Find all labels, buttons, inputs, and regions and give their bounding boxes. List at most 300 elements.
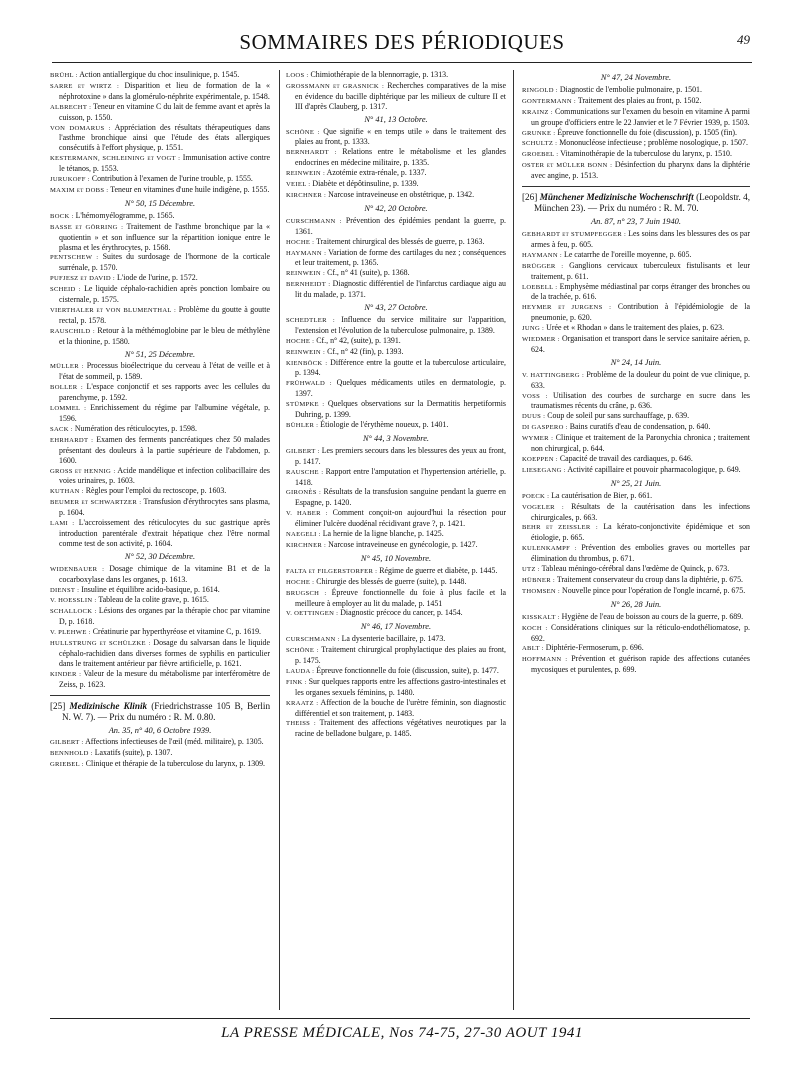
- article-entry: [286, 81, 506, 112]
- article-title: Cf., n° 42, (suite), p. 1391.: [316, 335, 401, 345]
- article-author: VON DOMARUS :: [50, 124, 111, 132]
- article-author: KRAATZ :: [286, 699, 319, 707]
- article-title: Les premiers secours dans les blessures des yeux au front, p. 1417.: [295, 445, 506, 466]
- page-header: [52, 30, 752, 52]
- article-entry: [286, 666, 506, 677]
- article-title: Cf., n° 42 (fin), p. 1393.: [327, 346, 404, 356]
- article-author: SCHÖNE :: [286, 647, 319, 655]
- article-entry: [50, 627, 270, 638]
- article-title: Quelques médicaments utiles en dermatologie, p. 1397.: [295, 378, 506, 399]
- article-author: FINK :: [286, 678, 307, 686]
- article-entry: [50, 382, 270, 403]
- article-author: GEBHARDT et STUMPFEGGER :: [522, 230, 627, 238]
- article-title: Retour à la méthémoglobine par le bleu de méthylène et la thionine, p. 1580.: [59, 325, 270, 346]
- issue-heading: N° 25, 21 Juin.: [610, 478, 662, 488]
- article-entry: [50, 81, 270, 102]
- article-author: BERNHARDT :: [286, 149, 337, 157]
- article-author: GROSSMANN et GRASNICK :: [286, 82, 385, 90]
- column-middle: [286, 70, 506, 1010]
- article-entry: [522, 370, 750, 391]
- article-title: Comment conçoit-on aujourd'hui la résection pour éliminer l'ulcère duodénal récidivant grave ?, p. 1421.: [295, 508, 506, 529]
- article-title: L'accroissement des réticulocytes du suc gastrique après introduction parentérale d'extrait hépatique chez l'être normal comme test de son activité, p. 1604.: [59, 518, 270, 548]
- article-author: UTZ :: [522, 566, 540, 574]
- article-entry: [50, 70, 270, 81]
- article-entry: [50, 252, 270, 273]
- journal-name: Münchener Medizinische Wochenschrift: [539, 192, 694, 203]
- article-author: MAXIM et DOBS :: [50, 186, 109, 194]
- article-entry: [286, 399, 506, 420]
- article-entry: [286, 358, 506, 379]
- article-title: Activité capillaire et pouvoir pharmacologique, p. 649.: [567, 464, 741, 474]
- issue-heading: N° 47, 24 Novembre.: [600, 73, 672, 82]
- article-entry: [50, 585, 270, 596]
- article-entry: [522, 502, 750, 523]
- article-author: THEISS :: [286, 720, 317, 728]
- article-title: La dysenterie bacillaire, p. 1473.: [341, 634, 446, 644]
- article-author: GONTERMANN :: [522, 97, 576, 105]
- issue-heading: N° 52, 30 Décembre.: [124, 551, 196, 561]
- article-title: Prévention des épidémies pendant la guerre, p. 1361.: [295, 215, 506, 236]
- article-author: MÜLLER :: [50, 363, 84, 371]
- article-title: Clinique et thérapie de la tuberculose du larynx, p. 1309.: [85, 759, 266, 769]
- article-title: Hygiène de l'eau de boisson au cours de la guerre, p. 689.: [561, 611, 744, 621]
- article-title: Dosage du salvarsan dans le liquide céphalo-rachidien dans diverses formes de syphilis en particulier dans le traitement antérieur par fièvre artificielle, p. 1621.: [59, 638, 270, 668]
- issue-heading: N° 26, 28 Juin.: [610, 599, 662, 609]
- article-author: JUNG :: [522, 325, 545, 333]
- article-author: FRÜHWALD :: [286, 380, 332, 388]
- article-entry: [286, 608, 506, 619]
- article-author: HOCHE :: [286, 578, 315, 586]
- issue-heading: An. 87, n° 23, 7 Juin 1940.: [591, 217, 681, 227]
- article-author: KIRCHNER :: [286, 541, 327, 549]
- article-entry: [286, 336, 506, 347]
- article-title: Valeur de la mesure du métabolisme par interféromètre de Zeiss, p. 1623.: [59, 668, 270, 689]
- article-entry: [286, 634, 506, 645]
- article-entry: [522, 160, 750, 181]
- article-title: Traitement des affections végétatives neurotiques par la racine de belladone bulgare, p. 1485.: [295, 718, 506, 739]
- issue-heading: N° 43, 27 Octobre.: [364, 303, 428, 313]
- article-author: LAUDA :: [286, 667, 315, 675]
- article-entry: [522, 250, 750, 261]
- article-author: KIENBÖCK :: [286, 359, 328, 367]
- article-entry: [50, 222, 270, 253]
- article-entry: [522, 334, 750, 355]
- article-entry: [522, 128, 750, 139]
- article-title: Tableau méningo-cérébral dans l'œdème de Quinck, p. 673.: [541, 564, 730, 574]
- article-title: Affections infectieuses de l'œil (méd. militaire), p. 1305.: [85, 737, 264, 747]
- article-entry: [50, 595, 270, 606]
- article-entry: [50, 403, 270, 424]
- article-title: Diagnostic précoce du cancer, p. 1454.: [340, 608, 463, 618]
- issue-heading: N° 45, 10 Novembre.: [360, 553, 432, 563]
- article-entry: [50, 153, 270, 174]
- article-entry: [286, 268, 506, 279]
- article-author: ABLT :: [522, 645, 544, 653]
- article-entry: [50, 435, 270, 466]
- article-author: KRAINZ :: [522, 108, 553, 116]
- header-rule: [52, 62, 752, 63]
- article-title: Ganglions cervicaux tuberculeux fistulisants et leur traitement, p. 611.: [531, 260, 750, 281]
- article-author: VOGELER :: [522, 503, 565, 511]
- article-author: CURSCHMANN :: [286, 217, 342, 225]
- article-title: Vitaminothérapie de la tuberculose du larynx, p. 1510.: [560, 149, 732, 159]
- article-title: Problème du goutte à goutte rectal, p. 1578.: [59, 304, 270, 325]
- article-entry: [50, 669, 270, 690]
- article-author: KOEPPEN :: [522, 456, 558, 463]
- article-title: Coup de soleil pur sans surchauffage, p. 639.: [547, 411, 690, 421]
- article-entry: [286, 237, 506, 248]
- article-entry: [522, 433, 750, 454]
- article-author: LOEBELL :: [522, 283, 558, 291]
- article-title: Le liquide céphalo-rachidien après ponction lombaire ou cisternale, p. 1575.: [59, 284, 270, 305]
- article-entry: [286, 216, 506, 237]
- article-author: VEIEL :: [286, 181, 311, 189]
- article-title: Diagnostic différentiel de l'infarctus cardiaque aigu au lit du malade, p. 1371.: [295, 279, 506, 300]
- article-title: Disparition et lieu de formation de la « néphrotoxine » dans la glomérulo-néphrite expérimentale, p. 1548.: [59, 80, 270, 101]
- article-title: Emphysème médiastinal par corps étranger des bronches ou de la trachée, p. 616.: [531, 281, 750, 302]
- article-title: Considérations cliniques sur la réticulo-endothéliomatose, p. 692.: [531, 622, 750, 643]
- article-author: BOCK :: [50, 212, 74, 220]
- article-author: PENTSCHEW :: [50, 254, 99, 262]
- article-author: WYMER :: [522, 435, 554, 443]
- article-entry: [50, 497, 270, 518]
- article-author: HÜBNER :: [522, 576, 555, 584]
- article-title: Lésions des organes par la thérapie choc par vitamine D, p. 1618.: [59, 606, 270, 627]
- article-title: Résultats de la transfusion sanguine pendant la guerre en Espagne, p. 1420.: [295, 487, 506, 508]
- article-title: La hernie de la ligne blanche, p. 1425.: [322, 529, 444, 539]
- journal-number: [26]: [522, 192, 538, 203]
- article-author: CURSCHMANN :: [286, 636, 340, 644]
- article-entry: [286, 540, 506, 551]
- article-entry: [286, 529, 506, 540]
- article-author: KINDER :: [50, 670, 82, 678]
- article-author: BERNHEIDT :: [286, 281, 331, 289]
- article-author: DIENST :: [50, 586, 80, 594]
- section-title: SOMMAIRES DES PÉRIODIQUES: [239, 30, 565, 54]
- footer-rule: [50, 1018, 750, 1019]
- article-entry: [522, 85, 750, 96]
- article-title: Organisation et transport dans le service sanitaire aérien, p. 624.: [531, 334, 750, 354]
- article-entry: [522, 302, 750, 323]
- article-title: L'hémomyélogramme, p. 1565.: [75, 210, 175, 220]
- article-title: Teneur en vitamines d'une huile indigène, p. 1555.: [110, 184, 270, 194]
- article-author: GROSS et HENNIG :: [50, 467, 116, 475]
- article-entry: [522, 543, 750, 564]
- article-entry: [286, 147, 506, 168]
- article-title: Créatinurie par hyperthyréose et vitamine C, p. 1619.: [92, 627, 262, 637]
- article-title: Rapport entre l'amputation et l'hypertension artérielle, p. 1418.: [295, 466, 506, 487]
- article-author: SCHULTZ :: [522, 140, 558, 148]
- article-title: La kérato-conjonctivite épidémique et son étiologie, p. 665.: [531, 522, 750, 543]
- article-title: Épreuve fonctionnelle du foie (discussion), p. 1505 (fin).: [557, 127, 738, 137]
- article-author: RAUSCHILD :: [50, 327, 95, 335]
- article-author: REINWEIN :: [286, 348, 326, 356]
- article-entry: [50, 638, 270, 669]
- article-entry: [286, 70, 506, 81]
- article-entry: [286, 718, 506, 739]
- article-entry: [286, 378, 506, 399]
- article-author: NAEGELI :: [286, 531, 321, 539]
- article-title: Prévention des embolies graves ou mortelles par élimination du thrombus, p. 671.: [531, 543, 750, 564]
- article-title: Narcose intraveineuse en gynécologie, p. 1427.: [328, 539, 478, 549]
- article-title: Teneur en vitamine C du lait de femme avant et après la cuisson, p. 1550.: [59, 101, 270, 122]
- article-entry: [286, 279, 506, 300]
- article-author: HOCHE :: [286, 337, 315, 345]
- article-title: Nouvelle pince pour l'opération de l'ongle incarné, p. 675.: [562, 585, 746, 595]
- article-author: GROEBEL :: [522, 151, 559, 159]
- article-entry: [50, 185, 270, 196]
- article-entry: [50, 424, 270, 435]
- article-author: REINWEIN :: [286, 270, 326, 278]
- article-author: VOSS :: [522, 392, 548, 400]
- article-title: Action antiallergique du choc insulinique, p. 1545.: [79, 70, 240, 79]
- article-title: Capacité de travail des cardiaques, p. 646.: [559, 454, 693, 463]
- article-entry: [50, 326, 270, 347]
- article-entry: [50, 284, 270, 305]
- article-title: Contribution à l'examen de l'urine trouble, p. 1555.: [91, 174, 253, 184]
- article-title: Traitement de l'asthme bronchique par la « quotientin » et son influence sur la répartition ionique entre le plasma et les érythrocytes, p. 1568.: [59, 221, 270, 252]
- article-entry: [522, 391, 750, 412]
- article-title: Urée et « Rhodan » dans le traitement des plaies, p. 623.: [546, 323, 725, 333]
- article-title: Processus bioélectrique du cerveau à l'état de veille et à l'état de sommeil, p. 1589.: [59, 361, 270, 382]
- journal-title-block: [50, 701, 270, 723]
- article-entry: [522, 261, 750, 282]
- article-author: THOMSEN :: [522, 587, 561, 595]
- issue-heading: N° 46, 17 Novembre.: [360, 622, 432, 632]
- article-entry: [522, 229, 750, 250]
- article-title: Règles pour l'emploi du rectoscope, p. 1603.: [85, 486, 227, 496]
- article-title: Examen des ferments pancréatiques chez 50 malades présentant des douleurs à la partie supérieure de l'abdomen, p. 1600.: [59, 434, 270, 465]
- article-entry: [522, 138, 750, 149]
- article-title: Traitement conservateur du croup dans la diphtérie, p. 675.: [556, 574, 744, 584]
- article-title: Communications sur l'examen du besoin en vitamine A parmi un groupe d'officiers entre le 22 Janvier et le 7 Février 1939, p. 1503.: [531, 106, 750, 127]
- article-entry: [286, 446, 506, 467]
- article-entry: [286, 677, 506, 698]
- article-title: Affection de la bouche de l'urètre féminin, son diagnostic différentiel et son traitement, p. 1483.: [295, 697, 506, 718]
- article-title: Dosage chimique de la vitamine B1 et de la cocarboxylase dans les organes, p. 1613.: [59, 563, 270, 584]
- article-entry: [50, 466, 270, 487]
- article-title: Acide mandélique et infection colibacillaire des voies urinaires, p. 1603.: [59, 465, 270, 486]
- article-entry: [286, 248, 506, 269]
- article-title: Recherches comparatives de la mise en évidence du bacille diphtérique par les milieux de culture II et III d'après Clauberg, p. 1317.: [295, 80, 506, 111]
- article-author: LOOS :: [286, 72, 309, 79]
- article-title: Chirurgie des blessés de guerre (suite), p. 1448.: [316, 576, 467, 586]
- article-author: KESTERMANN, SCHLEINING et VOGT :: [50, 155, 181, 163]
- article-author: EHRHARDT :: [50, 436, 94, 444]
- article-entry: [50, 123, 270, 154]
- article-title: Que signifie « en temps utile » dans le traitement des plaies au front, p. 1333.: [295, 126, 506, 147]
- article-entry: [286, 577, 506, 588]
- article-entry: [522, 149, 750, 160]
- article-title: Transfusion d'érythrocytes sans plasma, p. 1604.: [59, 497, 270, 518]
- article-entry: [286, 487, 506, 508]
- article-author: KUTHAN :: [50, 488, 84, 496]
- issue-heading: An. 35, n° 40, 6 Octobre 1939.: [108, 725, 212, 735]
- article-author: BRÜHL :: [50, 72, 78, 79]
- journal-details: (Friedrichstrasse 105 B, Berlin N. W. 7). — Prix du numéro : R. M. 0.80.: [62, 700, 270, 722]
- article-author: KISSKALT :: [522, 613, 560, 621]
- article-entry: [522, 282, 750, 303]
- article-entry: [522, 454, 750, 465]
- article-author: DI GASPERO :: [522, 424, 568, 432]
- article-author: SCHÖNE :: [286, 128, 320, 136]
- article-author: STÜMPKE :: [286, 401, 325, 409]
- article-title: Numération des réticulocytes, p. 1598.: [74, 423, 197, 433]
- journal-footer: LA PRESSE MÉDICALE, Nos 74-75, 27-30 AOUT 1941: [221, 1025, 583, 1041]
- article-author: BEHR et ZEISSLER :: [522, 524, 598, 532]
- column-right: [522, 70, 750, 1010]
- article-author: GRUNKE :: [522, 129, 556, 137]
- article-entry: [286, 467, 506, 488]
- article-title: Étiologie de l'érythème noueux, p. 1401.: [320, 420, 449, 429]
- article-author: GRIEBEL :: [50, 761, 84, 769]
- article-author: KULENKAMPF :: [522, 545, 577, 553]
- article-author: BOLLER :: [50, 384, 84, 392]
- article-entry: [522, 491, 750, 502]
- article-title: Traitement chirurgical prophylactique des plaies au front, p. 1475.: [295, 645, 506, 666]
- section-separator: [522, 186, 750, 187]
- article-entry: [286, 698, 506, 719]
- article-entry: [50, 305, 270, 326]
- article-author: BÜHLER :: [286, 422, 319, 429]
- article-author: DUUS :: [522, 413, 546, 421]
- article-title: Relations entre le métabolisme et les glandes endocrines en médecine militaire, p. 1335.: [295, 147, 506, 168]
- article-author: HAYMANN :: [286, 249, 327, 257]
- issue-heading: N° 41, 13 Octobre.: [364, 114, 428, 124]
- article-entry: [522, 107, 750, 128]
- article-author: SCHEID :: [50, 286, 81, 294]
- article-author: KIRCHNER :: [286, 191, 327, 199]
- article-title: Les soins dans les blessures des os par armes à feu, p. 605.: [531, 228, 750, 249]
- article-author: OSTER et MÜLLER BONN :: [522, 162, 613, 170]
- article-author: LIESEGANG :: [522, 466, 566, 474]
- article-author: BASSE et GÖRRING :: [50, 223, 124, 231]
- article-author: VIERTHALER et VON BLUMENTHAL :: [50, 306, 177, 314]
- article-entry: [286, 179, 506, 190]
- article-title: Quelques observations sur la Dermatitis herpetiformis Duhring, p. 1399.: [295, 399, 506, 420]
- article-title: Cf., n° 41 (suite), p. 1368.: [327, 268, 410, 278]
- issue-heading: N° 24, 14 Juin.: [610, 357, 662, 367]
- article-title: Enrichissement du régime par l'albumine végétale, p. 1596.: [59, 403, 270, 423]
- column-divider-2: [513, 70, 514, 1010]
- issue-heading: N° 42, 20 Octobre.: [364, 203, 428, 213]
- article-title: Narcose intraveineuse en obstétrique, p. 1342.: [328, 189, 475, 199]
- article-entry: [522, 623, 750, 644]
- article-title: Clinique et traitement de la Paronychia chronica ; traitement non chirurgical, p. 644.: [531, 433, 750, 454]
- article-entry: [50, 737, 270, 748]
- article-author: BEUMER et SCHWARTZER :: [50, 499, 142, 507]
- issue-heading: N° 50, 15 Décembre.: [124, 198, 196, 208]
- article-entry: [522, 612, 750, 623]
- article-title: Diabète et dépôtinsuline, p. 1339.: [312, 179, 419, 189]
- article-title: La cautérisation de Bier, p. 661.: [551, 490, 653, 500]
- article-entry: [286, 127, 506, 148]
- article-author: WIDENBAUER :: [50, 565, 105, 573]
- article-entry: [522, 654, 750, 675]
- issue-heading: N° 44, 3 Novembre.: [362, 433, 430, 443]
- article-title: Diphtérie-Fermoserum, p. 696.: [545, 643, 644, 653]
- article-author: REINWEIN :: [286, 170, 326, 178]
- article-entry: [50, 486, 270, 497]
- article-entry: [286, 347, 506, 358]
- journal-number: [25]: [50, 700, 66, 711]
- article-title: L'espace conjonctif et ses rapports avec les cellules du parenchyme, p. 1592.: [59, 382, 270, 403]
- article-entry: [286, 566, 506, 577]
- article-entry: [522, 586, 750, 597]
- article-entry: [50, 518, 270, 549]
- article-title: Laxatifs (suite), p. 1307.: [94, 748, 173, 758]
- article-entry: [522, 564, 750, 575]
- article-author: GIRONÈS :: [286, 489, 322, 497]
- article-entry: [522, 575, 750, 586]
- article-title: Insuline et équilibre acido-basique, p. 1614.: [81, 584, 220, 594]
- article-title: Régime de guerre et diabète, p. 1445.: [379, 565, 498, 575]
- article-title: Appréciation des résultats thérapeutiques dans l'asthme bronchique ainsi que l'étude des états allergiques consécutifs à l'effort physique, p. 1551.: [59, 122, 270, 153]
- article-title: Chimiothérapie de la blennorragie, p. 1313.: [310, 70, 449, 79]
- article-entry: [50, 759, 270, 770]
- article-entry: [286, 315, 506, 336]
- article-author: FALTA et FILGERSTORFER :: [286, 567, 378, 575]
- page-number: 49: [737, 32, 750, 47]
- article-title: Résultats de la cautérisation dans les infections chirurgicales, p. 663.: [531, 501, 750, 522]
- article-author: BENNHOLD :: [50, 750, 93, 758]
- article-author: ALBRECHT :: [50, 103, 92, 111]
- article-entry: [50, 102, 270, 123]
- article-title: Désinfection du pharynx dans la diphtérie avec angine, p. 1513.: [531, 160, 750, 181]
- article-author: KOCH :: [522, 624, 548, 632]
- article-entry: [286, 168, 506, 179]
- article-entry: [50, 273, 270, 284]
- article-author: PUFJESZ et DAVID :: [50, 275, 116, 283]
- article-entry: [286, 588, 506, 609]
- article-entry: [522, 96, 750, 107]
- article-author: POECK :: [522, 492, 550, 500]
- article-entry: [50, 211, 270, 222]
- article-author: V. OETTINGEN :: [286, 610, 339, 618]
- article-title: Sur quelques rapports entre les affections gastro-intestinales et les organes sexuels féminins, p. 1480.: [295, 676, 506, 697]
- article-entry: [286, 508, 506, 529]
- article-entry: [522, 643, 750, 654]
- article-title: Utilisation des courbes de surcharge en sucre dans les traumatismes récents du crâne, p. 636.: [531, 390, 750, 411]
- journal-name: Medizinische Klinik: [69, 700, 148, 711]
- article-author: HULLSTRUNG et SCHÜLZKE :: [50, 640, 151, 648]
- article-entry: [50, 748, 270, 759]
- article-title: Mononucléose infectieuse ; problème nosologique, p. 1507.: [559, 138, 748, 148]
- article-author: HOFFMANN :: [522, 656, 568, 664]
- journal-title-block: [522, 192, 750, 214]
- article-title: Différence entre la goutte et la tuberculose articulaire, p. 1394.: [295, 357, 506, 378]
- article-author: V. PLEHWE :: [50, 629, 91, 637]
- article-title: Le catarrhe de l'oreille moyenne, p. 605.: [564, 249, 692, 259]
- article-entry: [286, 190, 506, 201]
- article-title: Épreuve fonctionnelle du foie à plus facile et la meilleure à employer au lit du malade, p. 1451: [295, 587, 506, 608]
- article-author: SACK :: [50, 425, 73, 433]
- article-title: L'iode de l'urine, p. 1572.: [117, 273, 198, 283]
- article-title: Traitement chirurgical des blessés de guerre, p. 1363.: [316, 236, 485, 246]
- article-author: JURUKOFF :: [50, 176, 90, 184]
- issue-heading: N° 51, 25 Décembre.: [124, 349, 196, 359]
- article-entry: [522, 411, 750, 422]
- article-author: SCHEDTLER :: [286, 316, 336, 324]
- article-title: Immunisation active contre le tétanos, p. 1553.: [59, 153, 270, 174]
- article-entry: [286, 645, 506, 666]
- article-author: LAMI :: [50, 520, 75, 528]
- article-entry: [522, 323, 750, 334]
- article-author: V. HATTINGBERG :: [522, 371, 585, 379]
- article-author: HOCHE :: [286, 238, 315, 246]
- article-title: Prévention et guérison rapide des affections cutanées mycosiques et purulentes, p. 699.: [531, 654, 750, 675]
- article-entry: [50, 174, 270, 185]
